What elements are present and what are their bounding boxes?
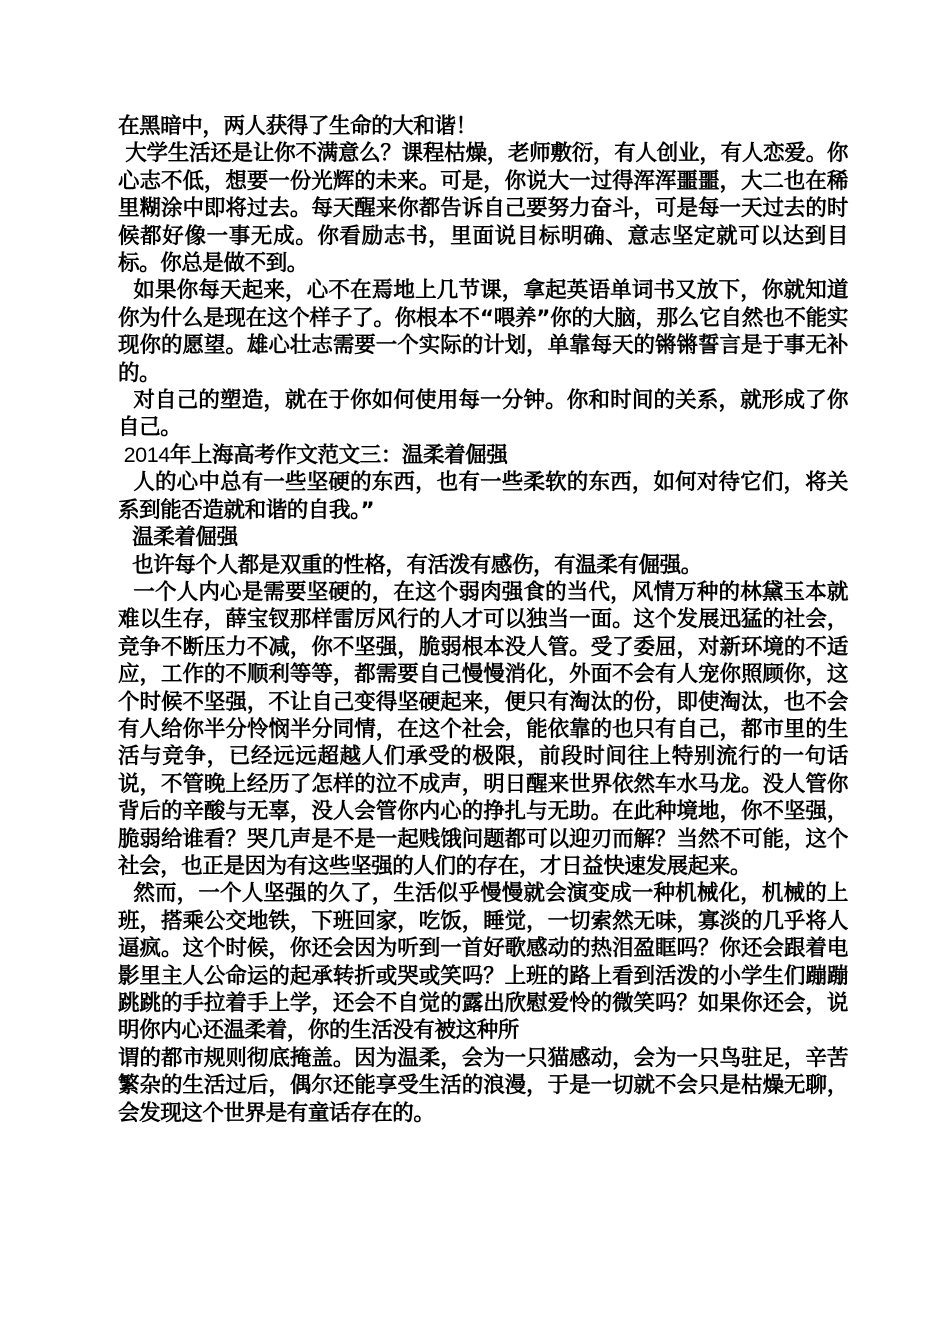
paragraph-harmony-line: 在黑暗中，两人获得了生命的大和谐！ — [118, 114, 477, 139]
paragraph-be-strong: 一个人内心是需要坚硬的，在这个弱肉强食的当代，风情万种的林黛玉本就难以生存，薛宝钗那样雷厉风行的人才可以独当一面。这个发展迅猛的社会，竞争不断压力不减，你不坚强，脆弱根本没人管。受了委屈，对新环境的不适应，工作的不顺利等等，都需要自己慢慢消化，外面不会有人宠你照顾你，这个时候不坚强，不让自己变得坚硬起来，便只有淘汰的份，即使淘汰，也不会有人给你半分怜悯半分同情，在这个社会，能依靠的也只有自己，都市里的生活与竞争，已经远远超越人们承受的极限，前段时间往上特别流行的一句话说，不管晚上经历了怎样的泣不成声，明日醒来世界依然车水马龙。没人管你背后的辛酸与无辜，没人会管你内心的挣扎与无助。在此种境地，你不坚强，脆弱给谁看？哭几声是不是一起贱饿问题都可以迎刃而解？当然不可能，这个社会，也正是因为有这些坚强的人们的存在，才日益快速发展起来。 — [118, 579, 848, 879]
essay-heading — [118, 442, 848, 469]
paragraph-daily-routine: 如果你每天起来，心不在焉地上几节课，拿起英语单词书又放下，你就知道你为什么是现在这个样子了。你根本不“喂养”你的大脑，那么它自然也不能实现你的愿望。雄心壮志需要一个实际的计划，单靠每天的锵锵誓言是于事无补的。 — [118, 278, 848, 386]
essay-heading-title: 年上海高考作文范文三：温柔着倔强 — [169, 442, 508, 468]
paragraph-gentleness: 谓的都市规则彻底掩盖。因为温柔，会为一只猫感动，会为一只鸟驻足，辛苦繁杂的生活过后，偶尔还能享受生活的浪漫，于是一切就不会只是枯燥无聊，会发现这个世界是有童话存在的。 — [118, 1045, 848, 1126]
document-body — [118, 113, 848, 1127]
essay-heading-year: 2014 — [118, 442, 170, 467]
essay-title: 温柔着倔强 — [118, 525, 238, 551]
paragraph-mechanical-life: 然而，一个人坚强的久了，生活似乎慢慢就会演变成一种机械化，机械的上班，搭乘公交地铁，下班回家，吃饭，睡觉，一切索然无味，寡淡的几乎将人逼疯。这个时候，你还会因为听到一首好歌感动的热泪盈眶吗？你还会跟着电影里主人公命运的起承转折或哭或笑吗？上班的路上看到活泼的小学生们蹦蹦跳跳的手拉着手上学，还会不自觉的露出欣慰爱怜的微笑吗？如果你还会，说明你内心还温柔着，你的生活没有被这种所 — [118, 881, 848, 1044]
paragraph-essay-prompt: 人的心中总有一些坚硬的东西，也有一些柔软的东西，如何对待它们，将关系到能否造就和谐的自我。” — [118, 470, 848, 523]
paragraph-dual-character: 也许每个人都是双重的性格，有活泼有感伤，有温柔有倔强。 — [118, 552, 702, 578]
paragraph-college-life: 大学生活还是让你不满意么？课程枯燥，老师敷衍，有人创业，有人恋爱。你心志不低，想要一份光辉的未来。可是，你说大一过得浑浑噩噩，大二也在稀里糊涂中即将过去。每天醒来你都告诉自己要努力奋斗，可是每一天过去的时候都好像一事无成。你看励志书，里面说目标明确、意志坚定就可以达到目标。你总是做不到。 — [118, 141, 848, 277]
paragraph-every-minute: 对自己的塑造，就在于你如何使用每一分钟。你和时间的关系，就形成了你自己。 — [118, 388, 848, 441]
